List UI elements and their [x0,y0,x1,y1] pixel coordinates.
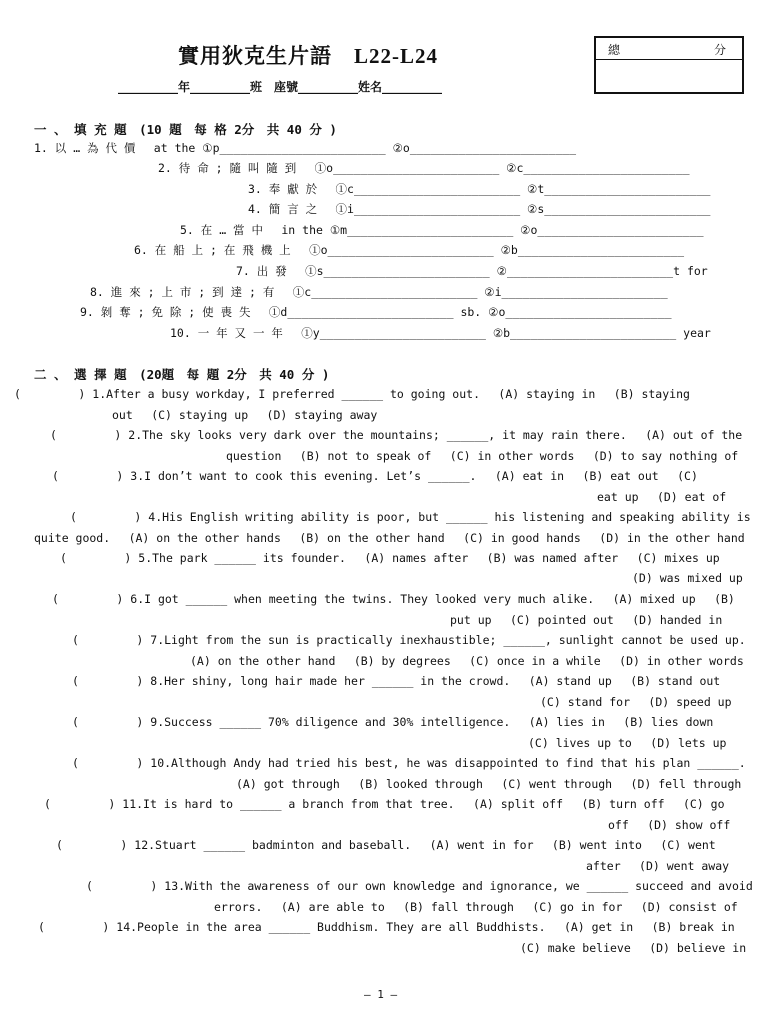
mc-q7-line2: (A) on the other hand (B) by degrees (C) once in a while (D) in other words [190,654,744,668]
score-box-header [596,38,742,60]
mc-q13-line1: ( ) 13.With the awareness of our own knowledge and ignorance, we ______ succeed and avoid [86,879,753,893]
mc-q7-line1: ( ) 7.Light from the sun is practically inexhaustible; ______, sunlight cannot be used up. [72,633,746,647]
score-label-right: 分 [713,43,726,57]
mc-q14-line2: (C) make believe (D) believe in [520,941,747,955]
mc-q11-line2: off (D) show off [608,818,731,832]
mc-q1-line2: out (C) staying up (D) staying away [112,408,378,422]
score-field[interactable] [596,60,742,92]
mc-q5-line2: (D) was mixed up [632,571,743,585]
mc-q8-line2: (C) stand for (D) speed up [540,695,732,709]
score-label-left: 總 [608,43,621,57]
student-info-line: __________年__________班 座號__________姓名__________ [118,80,443,94]
score-box [594,36,744,94]
mc-q14-line1: ( ) 14.People in the area ______ Buddhism. They are all Buddhists. (A) get in (B) break in [38,920,735,934]
mc-q4-line1: ( ) 4.His English writing ability is poor, but ______ his listening and speaking ability is [70,510,751,524]
mc-q3-line2: eat up (D) eat of [597,490,727,504]
mc-q12-line2: after (D) went away [586,859,730,873]
mc-q2-line1: ( ) 2.The sky looks very dark over the mountains; ______, it may rain there. (A) out of the [50,428,743,442]
mc-q13-line2: errors. (A) are able to (B) fall through (C) go in for (D) consist of [214,900,738,914]
fill-item-5: 5. 在 … 當 中 in the ①m________________________ ②o________________________ [180,223,704,237]
mc-q8-line1: ( ) 8.Her shiny, long hair made her ______ in the crowd. (A) stand up (B) stand out [72,674,721,688]
fill-item-7: 7. 出 發 ①s________________________ ②________________________t for [236,264,708,278]
mc-q3-line1: ( ) 3.I don’t want to cook this evening. Let’s ______. (A) eat in (B) eat out (C) [52,469,698,483]
mc-q6-line2: put up (C) pointed out (D) handed in [450,613,723,627]
fill-item-4: 4. 簡 言 之 ①i________________________ ②s________________________ [248,202,711,216]
fill-item-3: 3. 奉 獻 於 ①c________________________ ②t________________________ [248,182,711,196]
mc-q4-line2: quite good. (A) on the other hands (B) on the other hand (C) in good hands (D) in the other hand [34,531,745,545]
mc-q6-line1: ( ) 6.I got ______ when meeting the twins. They looked very much alike. (A) mixed up (B) [52,592,735,606]
fill-item-2: 2. 待 命 ; 隨 叫 隨 到 ①o________________________ ②c________________________ [158,161,690,175]
fill-item-8: 8. 進 來 ; 上 市 ; 到 達 ; 有 ①c________________________ ②i________________________ [90,285,668,299]
fill-item-10: 10. 一 年 又 一 年 ①y________________________ ②b________________________ year [170,326,711,340]
mc-q2-line2: question (B) not to speak of (C) in other words (D) to say nothing of [226,449,739,463]
mc-q11-line1: ( ) 11.It is hard to ______ a branch from that tree. (A) split off (B) turn off (C) go [44,797,725,811]
mc-q10-line1: ( ) 10.Although Andy had tried his best, he was disappointed to find that his plan ______. [72,756,746,770]
fill-item-1: 1. 以 … 為 代 價 at the ①p________________________ ②o________________________ [34,141,576,155]
mc-q5-line1: ( ) 5.The park ______ its founder. (A) names after (B) was named after (C) mixes up [60,551,720,565]
mc-q1-line1: ( ) 1.After a busy workday, I preferred ______ to going out. (A) staying in (B) staying [14,387,690,401]
fill-item-9: 9. 剝 奪 ; 免 除 ; 使 喪 失 ①d________________________ sb. ②o________________________ [80,305,672,319]
mc-q9-line1: ( ) 9.Success ______ 70% diligence and 30% intelligence. (A) lies in (B) lies down [72,715,714,729]
mc-q9-line2: (C) lives up to (D) lets up [528,736,727,750]
fill-item-6: 6. 在 船 上 ; 在 飛 機 上 ①o________________________ ②b________________________ [134,243,684,257]
page-title: 實用狄克生片語 L22-L24 [178,44,439,68]
mc-q10-line2: (A) got through (B) looked through (C) went through (D) fell through [236,777,742,791]
mc-q12-line1: ( ) 12.Stuart ______ badminton and baseball. (A) went in for (B) went into (C) went [56,838,716,852]
section2-heading: 二 、 選 擇 題 (20題 每 題 2分 共 40 分 ) [34,367,330,382]
section1-heading: 一 、 填 充 題 (10 題 每 格 2分 共 40 分 ) [34,122,337,137]
page-number: — 1 — [364,988,398,1001]
